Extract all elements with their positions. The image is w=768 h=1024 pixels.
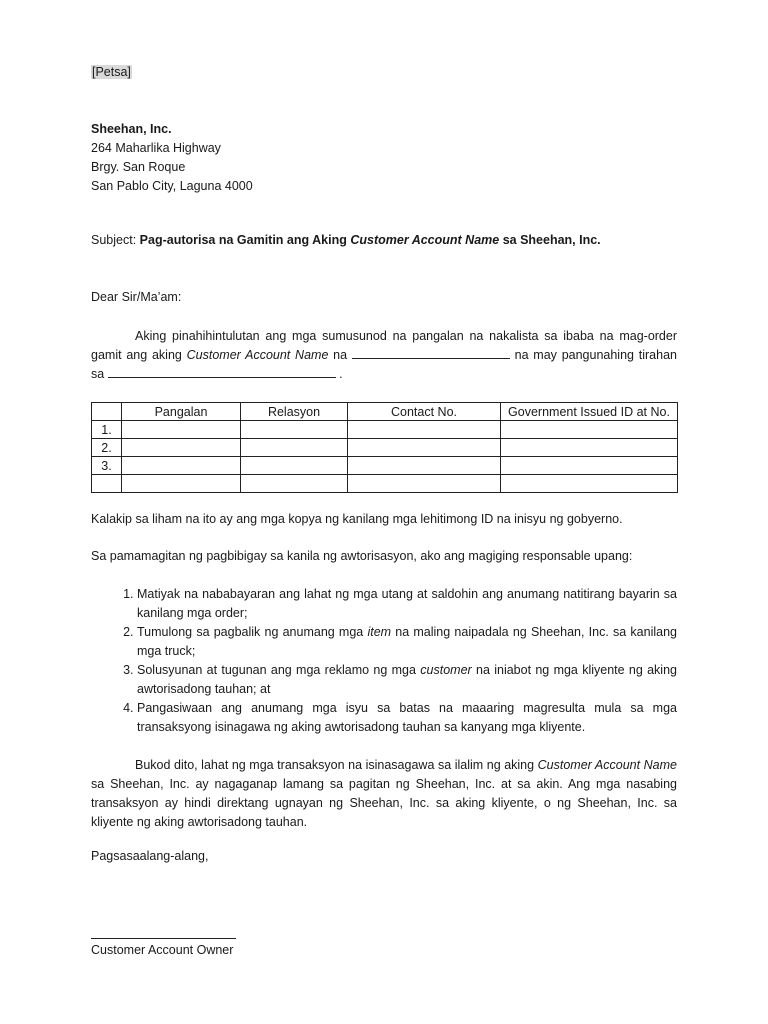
cell-name[interactable] — [122, 421, 241, 439]
blank-address[interactable] — [108, 365, 336, 378]
table-header-row — [92, 403, 678, 421]
subject-italic: Customer Account Name — [350, 233, 500, 247]
cell-name[interactable] — [122, 439, 241, 457]
duty-text: Tumulong sa pagbalik ng anumang mga — [137, 625, 368, 639]
recipient-address — [91, 120, 253, 196]
p1-italic: Customer Account Name — [186, 348, 329, 362]
duty-italic: item — [367, 625, 392, 639]
responsibility-intro: Sa pamamagitan ng pagbibigay sa kanila ng awtorisasyon, ako ang magiging responsable upang: — [91, 549, 633, 563]
recipient-company: Sheehan, Inc. — [91, 122, 172, 136]
authorized-persons-table — [91, 402, 678, 493]
subject-text — [140, 233, 601, 247]
row-number: 3. — [92, 457, 122, 475]
paragraph-transactions — [91, 756, 677, 832]
subject-line — [91, 233, 601, 247]
subject-label: Subject: — [91, 233, 137, 247]
blank-account-name[interactable] — [352, 346, 510, 359]
duty-text: Matiyak na nababayaran ang lahat ng mga utang at saldohin ang anumang natitirang bayarin sa kanilang mga order; — [137, 587, 677, 620]
recipient-street: 264 Maharlika Highway — [91, 141, 221, 155]
cell-gov-id[interactable] — [501, 421, 678, 439]
cell-relation[interactable] — [241, 421, 348, 439]
cell-contact[interactable] — [348, 421, 501, 439]
cell-name[interactable] — [122, 457, 241, 475]
salutation: Dear Sir/Ma’am: — [91, 290, 182, 304]
table-row — [92, 457, 678, 475]
date-placeholder: [Petsa] — [92, 65, 131, 79]
header-relation: Relasyon — [241, 403, 348, 421]
closing: Pagsasaalang-alang, — [91, 849, 209, 863]
list-item — [137, 699, 677, 737]
cell-gov-id[interactable] — [501, 439, 678, 457]
duty-italic: customer — [420, 663, 472, 677]
cell-gov-id[interactable] — [501, 475, 678, 493]
cell-relation[interactable] — [241, 475, 348, 493]
signature-label: Customer Account Owner — [91, 943, 234, 957]
p1-part-2: na — [328, 348, 352, 362]
p2-part-2: sa Sheehan, Inc. ay nagaganap lamang sa pagitan ng Sheehan, Inc. at sa akin. Ang mga nasabing transaksyon ay hindi direktang ugnayan ng Sheehan, Inc. sa aking kliyente, o ng Sheehan, Inc. sa kliyente ng aking awtorisadong tauhan. — [91, 777, 677, 829]
cell-contact[interactable] — [348, 475, 501, 493]
cell-relation[interactable] — [241, 439, 348, 457]
recipient-city: San Pablo City, Laguna 4000 — [91, 179, 253, 193]
subject-text-2: sa Sheehan, Inc. — [499, 233, 601, 247]
list-item — [137, 661, 677, 699]
list-item — [137, 585, 677, 623]
subject-text-1: Pag-autorisa na Gamitin ang Aking — [139, 233, 351, 247]
header-number — [92, 403, 122, 421]
duty-text: Solusyunan at tugunan ang mga reklamo ng mga — [137, 663, 421, 677]
table-row — [92, 439, 678, 457]
cell-contact[interactable] — [348, 439, 501, 457]
p1-part-4: . — [335, 367, 343, 381]
duty-text-end: na iniabot ng mga kliyente ng aking awtorisadong tauhan; at — [137, 663, 677, 696]
recipient-barangay: Brgy. San Roque — [91, 160, 186, 174]
header-gov-id: Government Issued ID at No. — [501, 403, 678, 421]
duties-list — [91, 585, 677, 737]
paragraph-authorization — [91, 327, 677, 384]
p1-part-3: na may pangunahing tirahan sa — [91, 348, 677, 381]
duty-text: Pangasiwaan ang anumang mga isyu sa batas na maaaring magresulta mula sa mga transaksyong isinagawa ng aking awtorisadong tauhan sa kanyang mga kliyente. — [137, 701, 677, 734]
cell-contact[interactable] — [348, 457, 501, 475]
header-contact: Contact No. — [348, 403, 501, 421]
row-number — [92, 475, 122, 493]
p2-italic: Customer Account Name — [537, 758, 677, 772]
list-item — [137, 623, 677, 661]
p2-part-1: Bukod dito, lahat ng mga transaksyon na isinasagawa sa ilalim ng aking — [135, 758, 538, 772]
cell-gov-id[interactable] — [501, 457, 678, 475]
attachment-note: Kalakip sa liham na ito ay ang mga kopya ng kanilang mga lehitimong ID na inisyu ng gobyerno. — [91, 512, 623, 526]
signature-line[interactable] — [91, 938, 236, 939]
duty-text-end: na maling naipadala ng Sheehan, Inc. sa kanilang mga truck; — [137, 625, 677, 658]
table-row — [92, 421, 678, 439]
row-number: 1. — [92, 421, 122, 439]
p1-part-1: Aking pinahihintulutan ang mga sumusunod na pangalan na nakalista sa ibaba na mag-order gamit ang aking — [91, 329, 677, 362]
header-name: Pangalan — [122, 403, 241, 421]
cell-name[interactable] — [122, 475, 241, 493]
table-row — [92, 475, 678, 493]
cell-relation[interactable] — [241, 457, 348, 475]
row-number: 2. — [92, 439, 122, 457]
